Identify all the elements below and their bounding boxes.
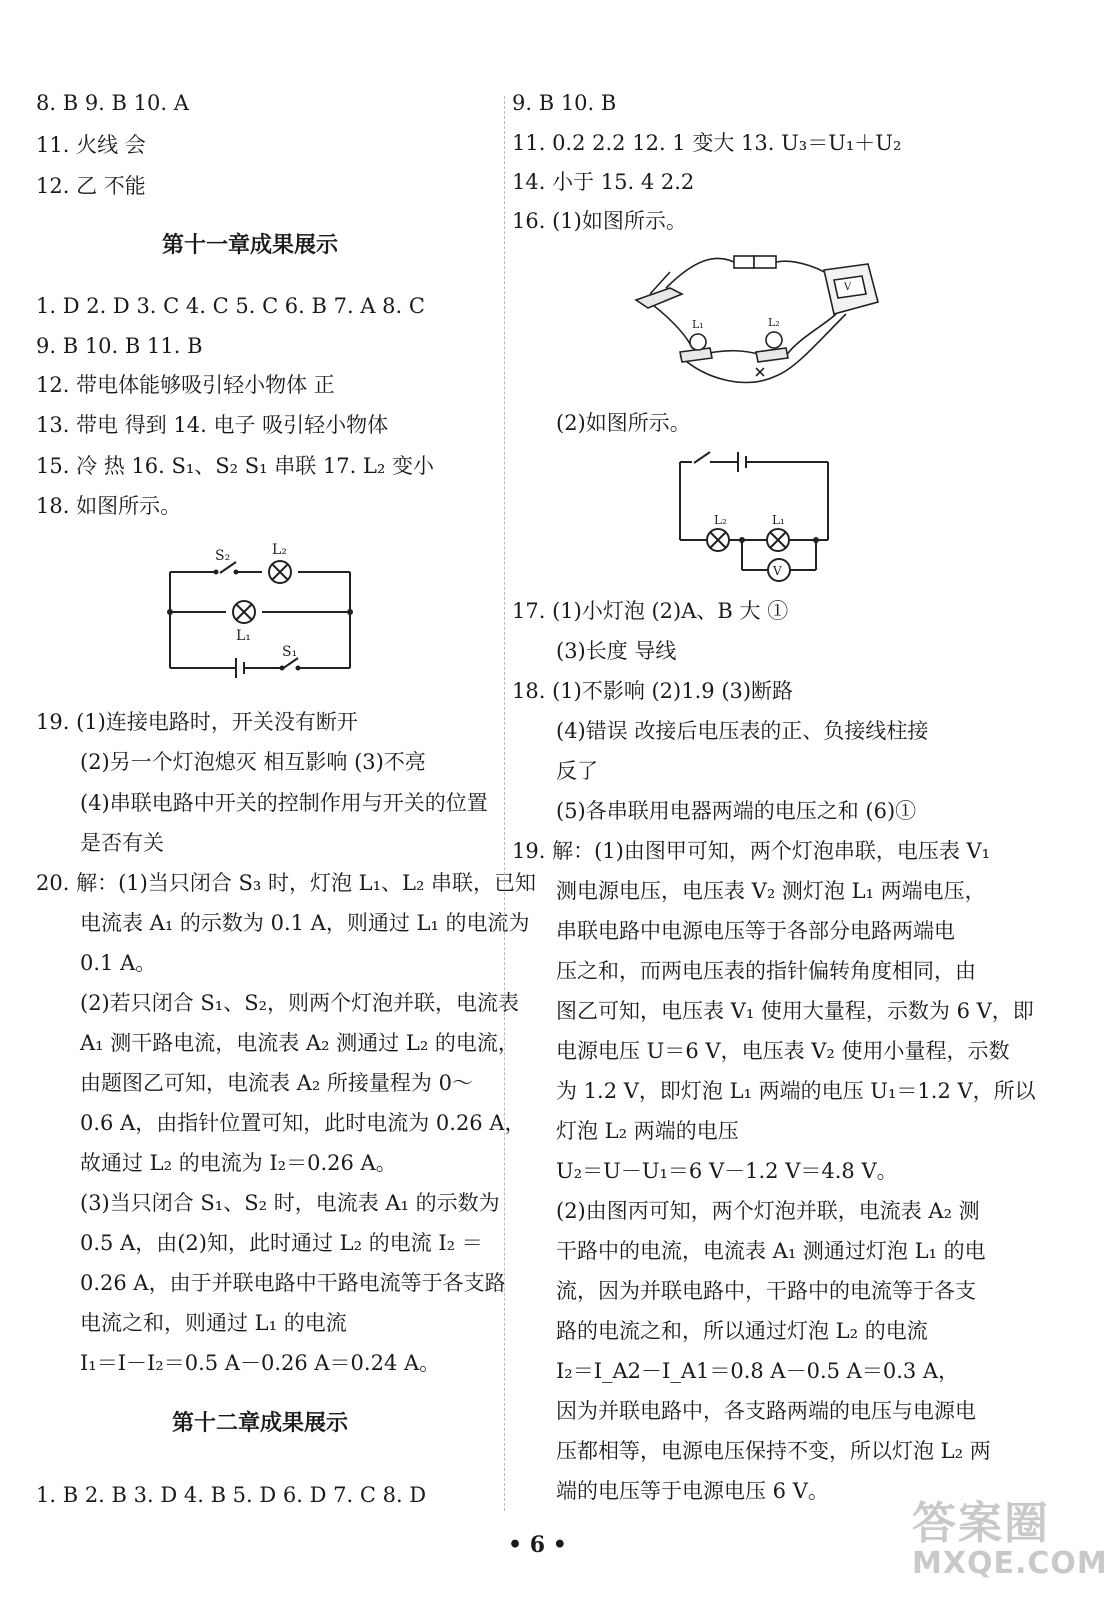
- answer-line: 反了: [556, 759, 598, 783]
- answer-line: 电流表 A₁ 的示数为 0.1 A，则通过 L₁ 的电流为: [80, 911, 530, 935]
- lamp-icon: [269, 561, 291, 583]
- label-s2: S₂: [215, 548, 231, 564]
- label-l1: L₁: [236, 628, 251, 644]
- answer-line: I₂＝I_A2－I_A1＝0.8 A－0.5 A＝0.3 A，: [556, 1359, 960, 1383]
- answer-line: 11. 火线 会: [36, 133, 146, 157]
- answer-line: 0.6 A，由指针位置可知，此时电流为 0.26 A，: [80, 1111, 526, 1135]
- answer-line: (2)由图丙可知，两个灯泡并联，电流表 A₂ 测: [556, 1199, 980, 1223]
- answer-line: 18. (1)不影响 (2)1.9 (3)断路: [512, 679, 794, 703]
- answer-line: 干路中的电流，电流表 A₁ 测通过灯泡 L₁ 的电: [556, 1239, 986, 1263]
- answer-line: 压之和，而两电压表的指针偏转角度相同，由: [556, 959, 976, 983]
- answer-line: 16. (1)如图所示。: [512, 209, 687, 233]
- answer-line: 9. B 10. B: [512, 91, 617, 115]
- answer-line: 1. D 2. D 3. C 4. C 5. C 6. B 7. A 8. C: [36, 294, 425, 318]
- answer-line: 电源电压 U＝6 V，电压表 V₂ 使用小量程，示数: [556, 1039, 1010, 1063]
- answer-line: (2)如图所示。: [556, 411, 691, 435]
- answer-line: 图乙可知，电压表 V₁ 使用大量程，示数为 6 V，即: [556, 999, 1034, 1023]
- label-l1: L₁: [772, 513, 785, 527]
- answer-line: 0.26 A，由于并联电路中干路电流等于各支路: [80, 1271, 506, 1295]
- page-number: • 6 •: [508, 1532, 567, 1558]
- answer-line: (4)串联电路中开关的控制作用与开关的位置: [80, 791, 488, 815]
- answer-line: 流，因为并联电路中，干路中的电流等于各支: [556, 1279, 976, 1303]
- label-v: V: [844, 282, 852, 293]
- answer-line: A₁ 测干路电流，电流表 A₂ 测通过 L₂ 的电流，: [80, 1031, 519, 1055]
- watermark-top: 答案圈: [912, 1498, 1050, 1549]
- answer-line: 0.5 A，由(2)知，此时通过 L₂ 的电流 I₂ ＝: [80, 1231, 483, 1255]
- answer-line: 灯泡 L₂ 两端的电压: [556, 1119, 739, 1143]
- answer-line: 串联电路中电源电压等于各部分电路两端电: [556, 919, 955, 943]
- answer-line: (2)若只闭合 S₁、S₂，则两个灯泡并联，电流表: [80, 991, 520, 1015]
- answer-line: 1. B 2. B 3. D 4. B 5. D 6. D 7. C 8. D: [36, 1483, 427, 1507]
- answer-line: (3)长度 导线: [556, 639, 677, 663]
- answer-line: 12. 带电体能够吸引轻小物体 正: [36, 373, 335, 397]
- label-l2: L₂: [714, 513, 727, 527]
- answer-line: 18. 如图所示。: [36, 494, 182, 518]
- answer-line: 为 1.2 V，即灯泡 L₁ 两端的电压 U₁＝1.2 V，所以: [556, 1079, 1036, 1103]
- label-l1: L₁: [692, 318, 704, 331]
- label-l2: L₂: [768, 316, 780, 329]
- answer-line: 20. 解：(1)当只闭合 S₃ 时，灯泡 L₁、L₂ 串联，已知: [36, 871, 537, 895]
- answer-line: U₂＝U－U₁＝6 V－1.2 V＝4.8 V。: [556, 1159, 898, 1183]
- answer-line: 测电源电压，电压表 V₂ 测灯泡 L₁ 两端电压，: [556, 879, 986, 903]
- answer-line: 11. 0.2 2.2 12. 1 变大 13. U₃＝U₁＋U₂: [512, 131, 902, 155]
- answer-line: 9. B 10. B 11. B: [36, 334, 203, 358]
- answer-line: 端的电压等于电源电压 6 V。: [556, 1479, 829, 1503]
- answer-line: 由题图乙可知，电流表 A₂ 所接量程为 0～: [80, 1071, 473, 1095]
- answer-line: 13. 带电 得到 14. 电子 吸引轻小物体: [36, 413, 389, 437]
- answer-line: 0.1 A。: [80, 951, 157, 975]
- answer-line: 15. 冷 热 16. S₁、S₂ S₁ 串联 17. L₂ 变小: [36, 454, 435, 478]
- answer-line: (3)当只闭合 S₁、S₂ 时，电流表 A₁ 的示数为: [80, 1191, 500, 1215]
- answer-line: 19. (1)连接电路时，开关没有断开: [36, 710, 358, 734]
- answer-line: 电流之和，则通过 L₁ 的电流: [80, 1311, 347, 1335]
- answer-line: (2)另一个灯泡熄灭 相互影响 (3)不亮: [80, 750, 426, 774]
- label-v: V: [773, 564, 782, 578]
- answer-line: 8. B 9. B 10. A: [36, 91, 189, 115]
- answer-line: 17. (1)小灯泡 (2)A、B 大 ①: [512, 599, 789, 623]
- answer-line: 故通过 L₂ 的电流为 I₂＝0.26 A。: [80, 1151, 397, 1175]
- watermark-bottom: MXQE.COM: [912, 1546, 1108, 1581]
- answer-line: 19. 解：(1)由图甲可知，两个灯泡串联，电压表 V₁: [512, 839, 991, 863]
- answer-line: (5)各串联用电器两端的电压之和 (6)①: [556, 799, 917, 823]
- answer-line: 路的电流之和，所以通过灯泡 L₂ 的电流: [556, 1319, 928, 1343]
- q16-physical-circuit: [626, 244, 886, 394]
- answer-line: 压都相等，电源电压保持不变，所以灯泡 L₂ 两: [556, 1439, 991, 1463]
- answer-line: 14. 小于 15. 4 2.2: [512, 170, 695, 194]
- answer-line: I₁＝I－I₂＝0.5 A－0.26 A＝0.24 A。: [80, 1351, 441, 1375]
- chapter-12-heading: 第十二章成果展示: [172, 1410, 349, 1436]
- answer-line: 是否有关: [80, 831, 164, 855]
- chapter-11-heading: 第十一章成果展示: [162, 232, 339, 258]
- label-l2: L₂: [272, 542, 287, 558]
- label-s1: S₁: [282, 644, 298, 660]
- q18-circuit-diagram: [160, 540, 360, 690]
- answer-line: 因为并联电路中，各支路两端的电压与电源电: [556, 1399, 976, 1423]
- watermark: [912, 1500, 1108, 1580]
- answer-line: (4)错误 改接后电压表的正、负接线柱接: [556, 719, 929, 743]
- answer-line: 12. 乙 不能: [36, 174, 146, 198]
- lamp-icon: [233, 601, 255, 623]
- column-divider: [504, 96, 505, 1511]
- q16-schematic-circuit: [668, 446, 838, 586]
